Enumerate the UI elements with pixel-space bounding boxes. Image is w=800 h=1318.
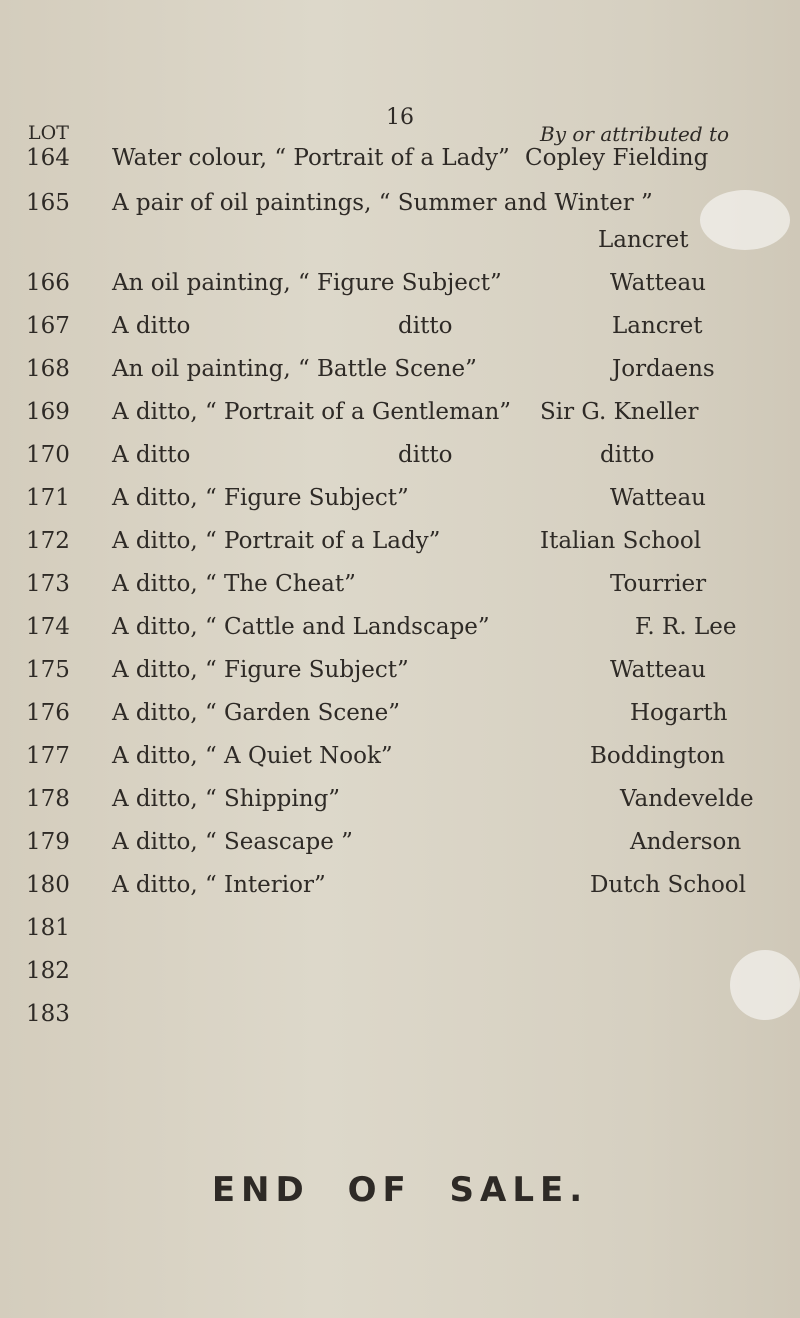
lot-row [0, 786, 800, 826]
lot-description: A ditto, “ Figure Subject” [112, 485, 409, 511]
lot-number: 182 [26, 958, 70, 984]
lot-number: 169 [26, 399, 70, 425]
lot-number: 165 [26, 190, 70, 216]
lot-description: A ditto [112, 442, 191, 468]
lot-row [0, 145, 800, 185]
end-of-sale: END OF SALE. [211, 1170, 589, 1210]
lot-description: An oil painting, “ Battle Scene” [112, 356, 477, 382]
lot-number: 170 [26, 442, 70, 468]
lot-row [0, 399, 800, 439]
lot-number: 164 [26, 145, 70, 171]
lot-artist: Dutch School [590, 872, 747, 898]
lot-artist: Jordaens [612, 356, 715, 382]
lot-row [0, 571, 800, 611]
lot-number: 180 [26, 872, 70, 898]
lot-artist: Italian School [540, 528, 702, 554]
lot-ditto: ditto [398, 442, 453, 468]
lot-description: A ditto [112, 313, 191, 339]
lot-artist: Sir G. Kneller [540, 399, 699, 425]
lot-number: 166 [26, 270, 70, 296]
lot-artist: Copley Fielding [525, 145, 709, 171]
lot-description: A ditto, “ Cattle and Landscape” [112, 614, 490, 640]
lot-number: 172 [26, 528, 70, 554]
lot-description: A ditto, “ The Cheat” [112, 571, 356, 597]
lot-number: 173 [26, 571, 70, 597]
lot-number: 171 [26, 485, 70, 511]
lot-description: A ditto, “ Garden Scene” [112, 700, 400, 726]
lot-description: A ditto, “ Portrait of a Lady” [112, 528, 441, 554]
lot-artist: Watteau [610, 270, 706, 296]
lot-artist: Tourrier [610, 571, 707, 597]
lot-column-header: LOT [28, 122, 69, 144]
lot-description: A ditto, “ Figure Subject” [112, 657, 409, 683]
lot-row [0, 829, 800, 869]
lot-row [0, 313, 800, 353]
lot-number: 175 [26, 657, 70, 683]
lot-artist: Anderson [630, 829, 742, 855]
lot-description: A pair of oil paintings, “ Summer and Winter ” [112, 190, 653, 216]
lot-row [0, 872, 800, 912]
lot-number: 176 [26, 700, 70, 726]
lot-artist: ditto [600, 442, 655, 468]
lot-row [0, 528, 800, 568]
lot-row [0, 356, 800, 396]
lot-artist: Watteau [610, 485, 706, 511]
page-number: 16 [386, 105, 414, 130]
lot-number: 179 [26, 829, 70, 855]
lot-description: A ditto, “ Portrait of a Gentleman” [112, 399, 512, 425]
lot-number: 178 [26, 786, 70, 812]
lot-artist: Watteau [610, 657, 706, 683]
lot-row [0, 1001, 800, 1041]
lot-row [0, 190, 800, 230]
lot-description: Water colour, “ Portrait of a Lady” [112, 145, 510, 171]
lot-description: A ditto, “ Shipping” [112, 786, 341, 812]
lot-artist: Hogarth [630, 700, 728, 726]
lot-description: An oil painting, “ Figure Subject” [112, 270, 502, 296]
lot-row [0, 614, 800, 654]
lot-row [0, 657, 800, 697]
lot-row [0, 442, 800, 482]
lot-number: 174 [26, 614, 70, 640]
lot-number: 168 [26, 356, 70, 382]
lot-artist: Lancret [612, 313, 703, 339]
lot-number: 167 [26, 313, 70, 339]
lot-description: A ditto, “ Interior” [112, 872, 326, 898]
lot-artist: F. R. Lee [635, 614, 737, 640]
lot-number: 177 [26, 743, 70, 769]
lot-description: A ditto, “ A Quiet Nook” [112, 743, 393, 769]
lot-artist: Lancret [598, 227, 689, 253]
lot-number: 181 [26, 915, 70, 941]
lot-description: A ditto, “ Seascape ” [112, 829, 353, 855]
lot-row [0, 743, 800, 783]
lot-row [0, 227, 800, 267]
lot-row [0, 700, 800, 740]
lot-artist: Boddington [590, 743, 725, 769]
lot-row [0, 958, 800, 998]
lot-row [0, 485, 800, 525]
attribution-column-header: By or attributed to [540, 122, 730, 146]
lot-row [0, 915, 800, 955]
lot-artist: Vandevelde [620, 786, 754, 812]
lot-row [0, 270, 800, 310]
lot-ditto: ditto [398, 313, 453, 339]
lot-number: 183 [26, 1001, 70, 1027]
